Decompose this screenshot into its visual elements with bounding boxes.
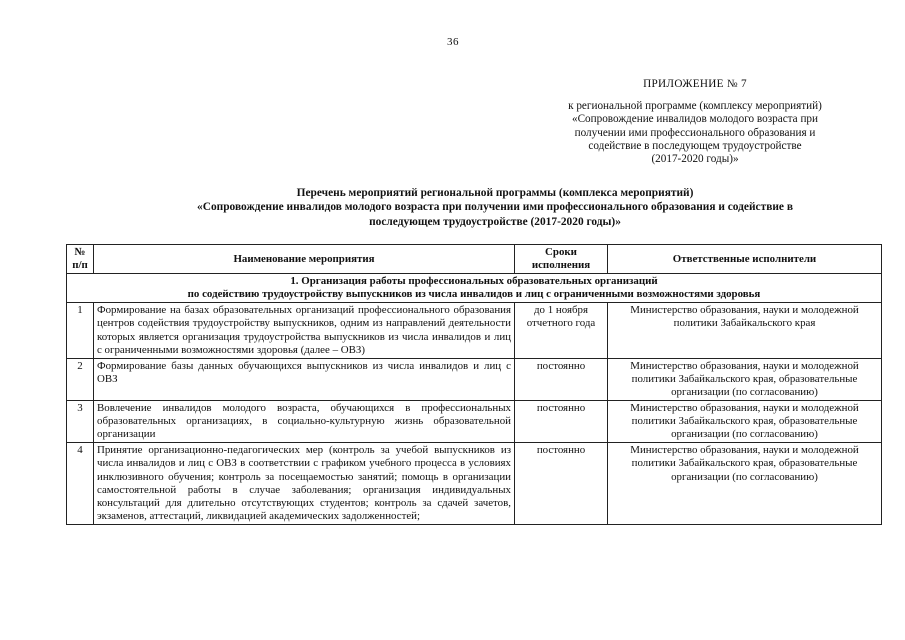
table-row xyxy=(67,443,882,525)
table-header-row xyxy=(67,245,882,274)
page-number: 36 xyxy=(447,36,459,48)
section-title-line: по содействию трудоустройству выпускников из числа инвалидов и лиц с ограниченными возможностями здоровья xyxy=(187,288,761,301)
row-deadline: до 1 ноября отчетного года xyxy=(515,303,608,358)
section-row xyxy=(67,274,882,303)
row-deadline: постоянно xyxy=(515,443,608,525)
row-responsible: Министерство образования, науки и молодежной политики Забайкальского края, образовательные организации (по согласованию) xyxy=(608,358,882,400)
section-title xyxy=(67,274,882,303)
row-activity-name: Формирование на базах образовательных организаций профессионального образования центров содействия трудоустройству выпускников, одним из направлений деятельности которых является организация трудоустройства выпускников из числа инвалидов и лиц с ограниченными возможностями здоровья (далее – ОВЗ) xyxy=(94,303,515,358)
row-number: 1 xyxy=(67,303,94,358)
row-number: 4 xyxy=(67,443,94,525)
appendix-line: «Сопровождение инвалидов молодого возраста при xyxy=(571,113,819,126)
appendix-line: (2017-2020 годы)» xyxy=(651,153,739,166)
row-number: 2 xyxy=(67,358,94,400)
header-activity-name: Наименование мероприятия xyxy=(94,245,515,274)
header-number: № п/п xyxy=(67,245,94,274)
header-deadline: Сроки исполнения xyxy=(515,245,608,274)
appendix-line: к региональной программе (комплексу мероприятий) xyxy=(568,100,822,113)
header-responsible: Ответственные исполнители xyxy=(608,245,882,274)
document-title-line: «Сопровождение инвалидов молодого возраста при получении ими профессионального образования и содействие в xyxy=(197,201,793,214)
row-responsible: Министерство образования, науки и молодежной политики Забайкальского края xyxy=(608,303,882,358)
document-title-line: Перечень мероприятий региональной программы (комплекса мероприятий) xyxy=(296,187,694,199)
table-row xyxy=(67,303,882,358)
row-number: 3 xyxy=(67,401,94,443)
row-activity-name: Вовлечение инвалидов молодого возраста, обучающихся в профессиональных образовательных организациях, в социально-культурную жизнь образовательной организации xyxy=(94,401,515,443)
appendix-line: получении ими профессионального образования и xyxy=(574,126,816,139)
appendix-header xyxy=(530,78,860,166)
document-title xyxy=(110,186,880,229)
table-row xyxy=(67,401,882,443)
row-activity-name: Принятие организационно-педагогических мер (контроль за учебой выпускников из числа инвалидов и лиц с ОВЗ в соответствии с графиком учебного процесса в условиях инклюзивного обучения; контроль за посещаемостью занятий; помощь в организации самостоятельной работы в случае заболевания; организация индивидуальных консультаций для длительно отсутствующих студентов; контроль за сдачей зачетов, экзаменов, аттестаций, ликвидацией академических задолженностей; xyxy=(94,443,515,525)
appendix-title: ПРИЛОЖЕНИЕ № 7 xyxy=(643,78,747,90)
row-deadline: постоянно xyxy=(515,358,608,400)
section-title-line: 1. Организация работы профессиональных образовательных организаций xyxy=(290,275,658,288)
row-responsible: Министерство образования, науки и молодежной политики Забайкальского края, образовательные организации (по согласованию) xyxy=(608,401,882,443)
appendix-line: содействие в последующем трудоустройстве xyxy=(588,139,802,152)
row-deadline: постоянно xyxy=(515,401,608,443)
row-responsible: Министерство образования, науки и молодежной политики Забайкальского края, образовательные организации (по согласованию) xyxy=(608,443,882,525)
table-row xyxy=(67,358,882,400)
row-activity-name: Формирование базы данных обучающихся выпускников из числа инвалидов и лиц с ОВЗ xyxy=(94,358,515,400)
activities-table xyxy=(66,244,882,525)
document-title-line: последующем трудоустройстве (2017-2020 годы)» xyxy=(369,215,621,228)
